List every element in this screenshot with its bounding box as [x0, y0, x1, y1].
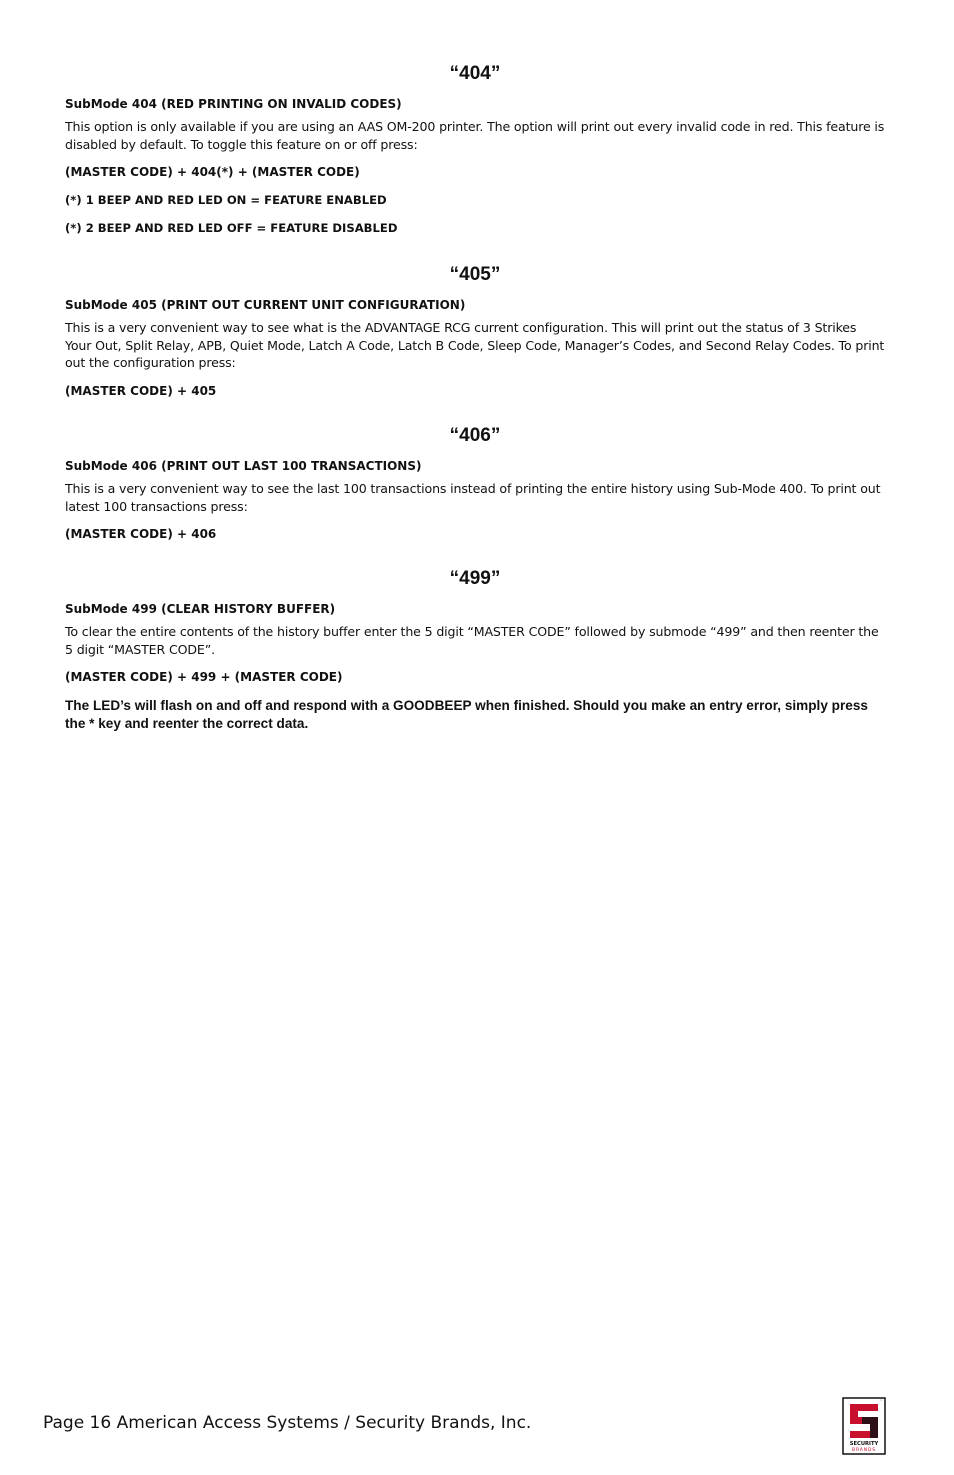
command-line: (MASTER CODE) + 499 + (MASTER CODE) — [65, 670, 343, 684]
section-heading: “406” — [449, 425, 501, 446]
logo-line2: BRANDS — [852, 1448, 876, 1453]
logo-line1: SECURITY — [849, 1441, 879, 1447]
command-line: (MASTER CODE) + 406 — [65, 527, 217, 541]
security-brands-logo-icon — [842, 1397, 886, 1455]
section-body: To clear the entire contents of the history buffer enter the 5 digit “MASTER CODE” followed by submode “499” and then reenter the 5 digit “MASTER CODE”. — [65, 624, 879, 657]
section-405 — [65, 263, 885, 411]
submode-title: SubMode 405 (PRINT OUT CURRENT UNIT CONFIGURATION) — [65, 298, 466, 312]
command-line: (MASTER CODE) + 405 — [65, 383, 217, 398]
section-body: This option is only available if you are using an AAS OM-200 printer. The option will print out every invalid code in red. This feature is disabled by default. To toggle this feature on or off press: — [65, 119, 885, 152]
submode-title: SubMode 499 (CLEAR HISTORY BUFFER) — [65, 602, 336, 616]
section-heading: “404” — [449, 63, 501, 84]
command-line: (*) 1 BEEP AND RED LED ON = FEATURE ENABLED — [65, 193, 387, 207]
section-heading: “405” — [449, 264, 501, 285]
logo-tm: ™ — [880, 1399, 883, 1403]
section-body: This is a very convenient way to see the last 100 transactions instead of printing the entire history using Sub-Mode 400. To print out latest 100 transactions press: — [65, 481, 881, 514]
section-499 — [65, 567, 885, 732]
submode-title: SubMode 406 (PRINT OUT LAST 100 TRANSACTIONS) — [65, 459, 422, 473]
submode-title: SubMode 404 (RED PRINTING ON INVALID CODES) — [65, 97, 402, 111]
section-404 — [65, 62, 885, 248]
page-footer: Page 16 American Access Systems / Security Brands, Inc. — [43, 1413, 532, 1433]
section-heading: “499” — [449, 568, 501, 589]
section-406 — [65, 424, 885, 554]
command-line: (*) 2 BEEP AND RED LED OFF = FEATURE DISABLED — [65, 221, 398, 235]
section-body: This is a very convenient way to see what is the ADVANTAGE RCG current configuration. This will print out the status of 3 Strikes Your Out, Split Relay, APB, Quiet Mode, Latch A Code, Latch B Code, Sleep Code, Manager’s Codes, and Second Relay Codes. To print out the configuration press: — [65, 320, 885, 370]
section-note: The LED’s will flash on and off and respond with a GOODBEEP when finished. Should you make an entry error, simply press the * key and reenter the correct data. — [65, 698, 868, 731]
command-line: (MASTER CODE) + 404(*) + (MASTER CODE) — [65, 165, 360, 179]
